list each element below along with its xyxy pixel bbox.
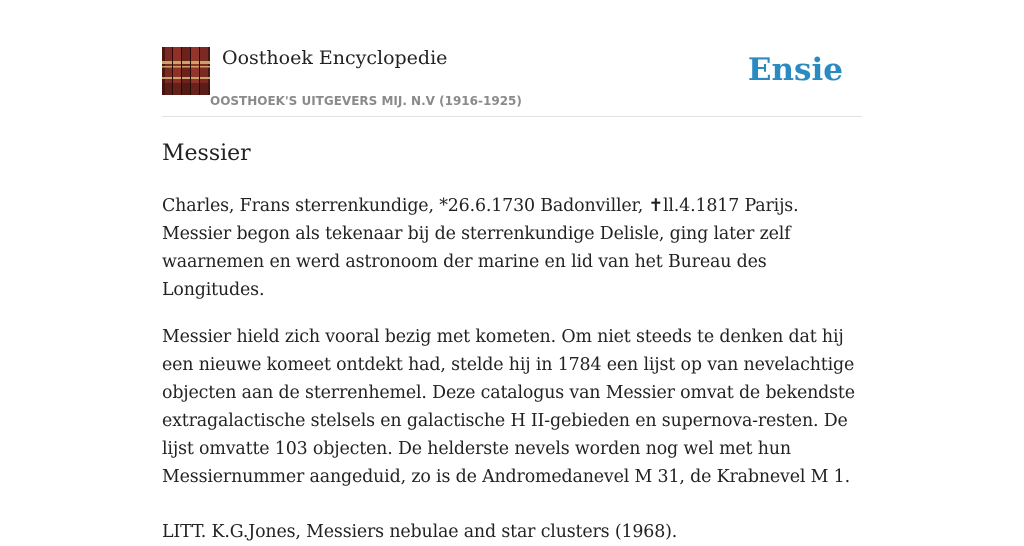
source-subtitle: OOSTHOEK'S UITGEVERS MIJ. N.V (1916-1925): [210, 94, 522, 108]
source-header: [162, 46, 862, 117]
article-content: [162, 138, 862, 546]
source-avatar[interactable]: [162, 47, 210, 95]
book-spines-icon: [162, 47, 210, 95]
literature-reference: LITT. K.G.Jones, Messiers nebulae and star clusters (1968).: [162, 522, 678, 542]
article-title: Messier: [162, 141, 251, 166]
brand-logo[interactable]: Ensie: [747, 52, 843, 88]
source-title[interactable]: Oosthoek Encyclopedie: [222, 47, 448, 69]
article-paragraph: Messier hield zich vooral bezig met kometen. Om niet steeds te denken dat hij een nieuwe komeet ontdekt had, stelde hij in 1784 een lijst op van nevelachtige objecten aan de sterrenhemel. Deze catalogus van Messier omvat de bekendste extragalactische stelsels en galactische H II-gebieden en supernova-resten. De lijst omvatte 103 objecten. De helderste nevels worden nog wel met hun Messiernummer aangeduid, zo is de Andromedanevel M 31, de Krabnevel M 1.: [162, 327, 855, 487]
article-paragraph: Charles, Frans sterrenkundige, *26.6.1730 Badonviller, ✝ll.4.1817 Parijs. Messier begon als tekenaar bij de sterrenkundige Delisle, ging later zelf waarnemen en werd astronoom der marine en lid van het Bureau des Longitudes.: [162, 196, 799, 300]
